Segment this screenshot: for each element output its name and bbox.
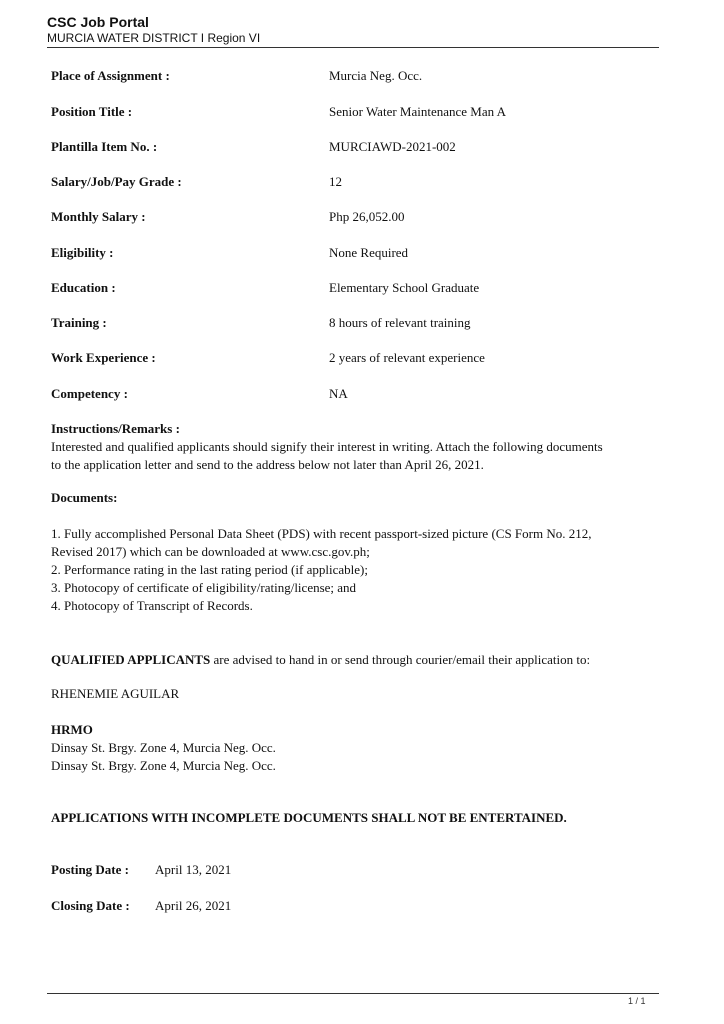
- field-label: Salary/Job/Pay Grade :: [51, 174, 182, 189]
- field-value: None Required: [329, 245, 409, 260]
- contact-address: Dinsay St. Brgy. Zone 4, Murcia Neg. Occ.: [51, 740, 276, 755]
- field-value: Senior Water Maintenance Man A: [329, 104, 507, 119]
- field-value: Murcia Neg. Occ.: [329, 68, 423, 83]
- instructions-line: Interested and qualified applicants should signify their interest in writing. Attach the following documents: [51, 439, 603, 454]
- field-label: Competency :: [51, 386, 128, 401]
- contact-section: [51, 721, 661, 775]
- list-item: 2. Performance rating in the last rating period (if applicable);: [51, 562, 368, 577]
- instructions-section: [51, 420, 661, 474]
- field-value: 2 years of relevant experience: [329, 350, 485, 365]
- footer-divider: [47, 993, 659, 994]
- field-label: Plantilla Item No. :: [51, 139, 158, 154]
- list-item: Revised 2017) which can be downloaded at www.csc.gov.ph;: [51, 544, 370, 559]
- instructions-line: to the application letter and send to the address below not later than April 26, 2021.: [51, 457, 484, 472]
- field-label: Education :: [51, 280, 116, 295]
- instructions-heading: Instructions/Remarks :: [51, 421, 180, 436]
- field-label: Training :: [51, 315, 107, 330]
- field-label: Eligibility :: [51, 245, 114, 260]
- contact-address: Dinsay St. Brgy. Zone 4, Murcia Neg. Occ.: [51, 758, 276, 773]
- field-value: MURCIAWD-2021-002: [329, 139, 456, 154]
- field-value: 12: [329, 174, 342, 189]
- qualified-applicants-text: are advised to hand in or send through courier/email their application to:: [210, 652, 591, 667]
- field-label: Position Title :: [51, 104, 133, 119]
- posting-date-label: Posting Date :: [51, 862, 129, 877]
- qualified-applicants-label: QUALIFIED APPLICANTS: [51, 652, 211, 667]
- contact-position: HRMO: [51, 722, 93, 737]
- documents-heading: Documents:: [51, 490, 118, 505]
- field-value: NA: [329, 386, 348, 401]
- field-value: Php 26,052.00: [329, 209, 405, 224]
- field-value: Elementary School Graduate: [329, 280, 480, 295]
- page-number: 1 / 1: [628, 996, 646, 1006]
- qualified-applicants-note: [51, 651, 661, 669]
- field-label: Work Experience :: [51, 350, 156, 365]
- field-label: Monthly Salary :: [51, 209, 146, 224]
- portal-subtitle: MURCIA WATER DISTRICT I Region VI: [47, 31, 261, 45]
- list-item: 3. Photocopy of certificate of eligibility/rating/license; and: [51, 580, 357, 595]
- closing-date-value: April 26, 2021: [155, 898, 232, 913]
- list-item: 4. Photocopy of Transcript of Records.: [51, 598, 253, 613]
- page-header: [47, 14, 260, 45]
- field-label: Place of Assignment :: [51, 68, 170, 83]
- contact-name: RHENEMIE AGUILAR: [51, 686, 180, 701]
- header-divider: [47, 47, 659, 48]
- posting-date-value: April 13, 2021: [155, 862, 232, 877]
- list-item: 1. Fully accomplished Personal Data Sheet (PDS) with recent passport-sized picture (CS Form No. 212,: [51, 526, 592, 541]
- portal-title: CSC Job Portal: [47, 14, 149, 30]
- incomplete-documents-warning: APPLICATIONS WITH INCOMPLETE DOCUMENTS SHALL NOT BE ENTERTAINED.: [51, 810, 567, 825]
- documents-list: [51, 525, 661, 615]
- field-value: 8 hours of relevant training: [329, 315, 471, 330]
- closing-date-label: Closing Date :: [51, 898, 130, 913]
